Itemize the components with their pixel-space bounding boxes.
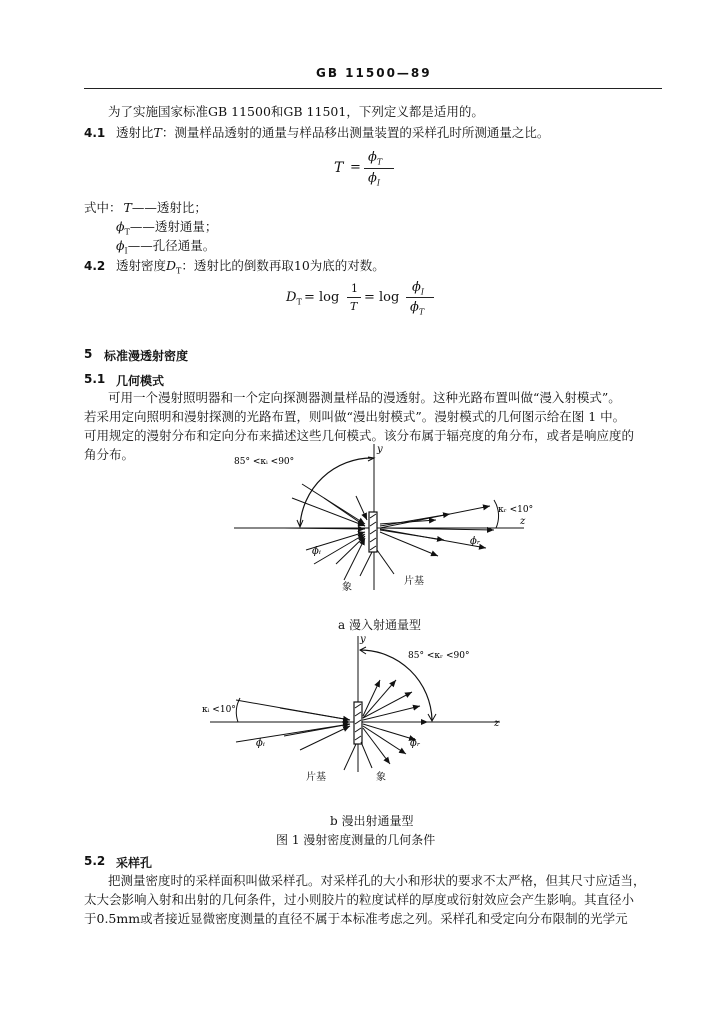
- incident-angle-label: κᵢ <10°: [202, 705, 236, 715]
- figure-1b-diagram: [200, 632, 516, 810]
- document-number: GB 11500—89: [316, 66, 432, 80]
- intro-text: 为了实施国家标准GB 11500和GB 11501，下列定义都是适用的。: [108, 104, 484, 119]
- formula-1-lhs: T: [334, 160, 344, 176]
- label-image: 象: [376, 772, 386, 783]
- s51-line-1: 可用一个漫射照明器和一个定向探测器测量样品的漫透射。这种光路布置叫做“漫入射模式”。: [108, 390, 621, 405]
- incident-angle-label: 85° <κᵢ <90°: [234, 457, 295, 467]
- z-axis-label: z: [520, 516, 526, 527]
- formula-1-numerator: $\phi_T$: [368, 150, 383, 167]
- phi-exit-label: ϕᵣ: [410, 738, 421, 749]
- z-axis-label: z: [494, 718, 500, 729]
- formula-1-fraction-bar: [364, 168, 394, 169]
- term-transmittance: 透射比: [116, 125, 154, 140]
- label-image: 象: [342, 582, 352, 593]
- exit-angle-label: 85° <κᵣ <90°: [408, 651, 470, 661]
- section-5-1-number: 5.1: [84, 372, 106, 386]
- s51-line-2: 若采用定向照明和漫射探测的光路布置，则叫做“漫出射模式”。漫射模式的几何图示给在图 1 中。: [84, 409, 626, 424]
- s52-line-2: 太大会影响入射和出射的几何条件，过小则胶片的粒度试样的厚度或衍射效应会产生影响。其直径小: [84, 892, 635, 907]
- figure-1-caption: 图 1 漫射密度测量的几何条件: [276, 833, 436, 847]
- formula-2-lhs: $D_T$: [286, 290, 302, 307]
- s52-line-3: 于0.5mm或者接近显微密度测量的直径不属于本标准考虑之列。采样孔和受定向分布限制的光学元: [84, 911, 628, 926]
- figure-1b-caption: b 漫出射通量型: [330, 814, 414, 828]
- formula-2-eq1: = log: [304, 290, 340, 305]
- section-5-2-number: 5.2: [84, 854, 106, 868]
- header-rule: [84, 88, 662, 89]
- section-4-2-number: 4.2: [84, 259, 106, 273]
- incident-angle-arc: [300, 458, 372, 526]
- formula-2-one: 1: [351, 282, 358, 295]
- formula-2-T: T: [350, 300, 358, 313]
- transmittance-definition: ：测量样品透射的通量与样品移出测量装置的采样孔时所测通量之比。: [161, 125, 550, 140]
- formula-2-bar-1: [347, 297, 361, 298]
- symbol-T: T: [153, 125, 162, 140]
- formula-1-denominator: $\phi_I$: [368, 171, 381, 188]
- s51-line-3: 可用规定的漫射分布和定向分布来描述这些几何模式。该分布属于辐亮度的角分布，或者是响应度的: [84, 428, 635, 443]
- figure-1a-caption: a 漫入射通量型: [338, 618, 421, 632]
- formula-2-numerator: $\phi_I$: [412, 280, 425, 297]
- phi-transmitted-label: ϕᵣ: [470, 536, 481, 547]
- y-axis-label: y: [360, 634, 366, 645]
- formula-1-equals: =: [350, 160, 361, 175]
- section-4-1-number: 4.1: [84, 126, 106, 140]
- s51-line-4: 角分布。: [84, 447, 135, 462]
- s52-line-1: 把测量密度时的采样面积叫做采样孔。对采样孔的大小和形状的要求不太严格，但其尺寸应适当，: [108, 873, 646, 888]
- where-line-1: 式中： T——透射比；: [84, 200, 207, 215]
- section-5-title: 标准漫透射密度: [104, 349, 189, 363]
- section-5-2-title: 采样孔: [116, 856, 153, 870]
- section-5-number: 5: [84, 347, 93, 361]
- where-line-3: $\phi_I——$孔径通量。: [116, 238, 216, 256]
- where-line-2: $\phi_T——$透射通量；: [116, 219, 218, 237]
- section-4-2-text: 透射密度$D_T$：透射比的倒数再取10为底的对数。: [116, 258, 385, 276]
- y-axis-label: y: [377, 444, 383, 455]
- label-film-base: 片基: [306, 772, 326, 783]
- phi-incident-label: ϕᵢ: [256, 738, 265, 749]
- phi-incident-label: ϕᵢ: [312, 546, 321, 557]
- section-5-1-title: 几何模式: [116, 374, 165, 388]
- formula-2-eq2: = log: [364, 290, 400, 305]
- formula-2-bar-2: [406, 297, 434, 298]
- formula-2-denominator: $\phi_T$: [410, 300, 425, 317]
- label-film-base: 片基: [404, 576, 424, 587]
- exit-angle-label: κᵣ <10°: [498, 505, 534, 515]
- section-4-1-text: [116, 125, 549, 141]
- figure-1a-diagram: [224, 440, 540, 620]
